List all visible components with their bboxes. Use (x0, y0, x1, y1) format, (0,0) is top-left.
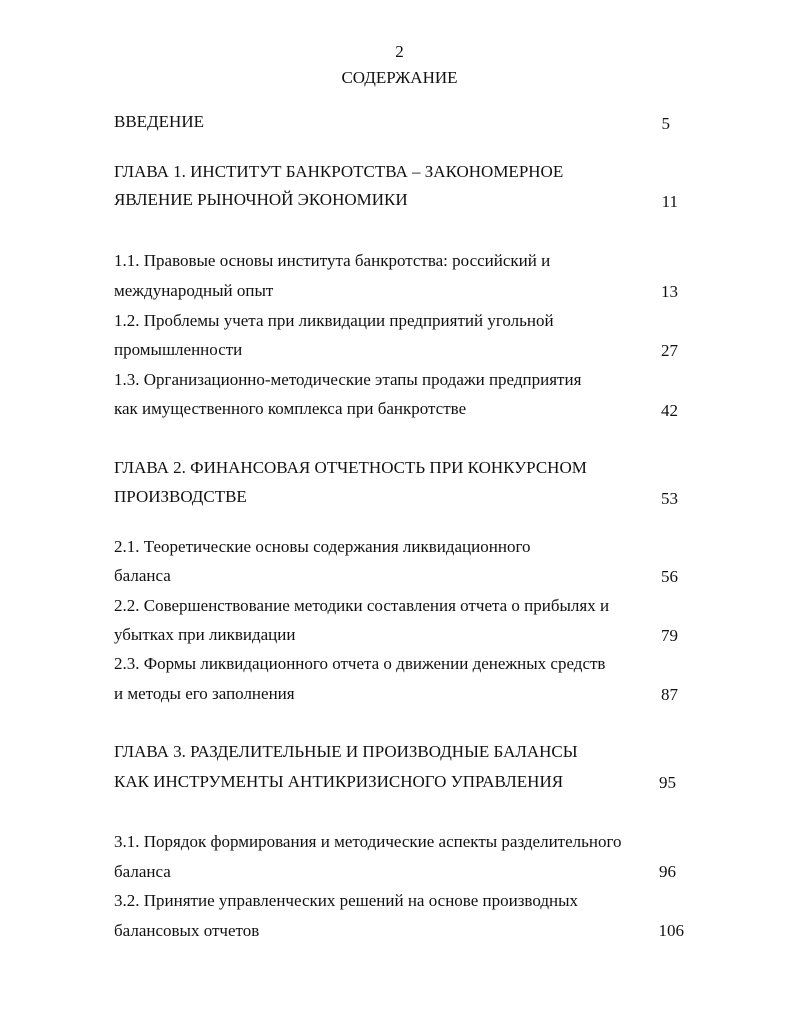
section-1-3-page: 42 (661, 401, 678, 420)
chapter-1-title-line2: ЯВЛЕНИЕ РЫНОЧНОЙ ЭКОНОМИКИ (114, 190, 408, 209)
section-2-3-line1: 2.3. Формы ликвидационного отчета о движении денежных средств (114, 654, 606, 673)
section-2-1-line2: баланса (114, 566, 171, 585)
section-2-2-line2: убытках при ликвидации (114, 625, 296, 644)
chapter-2-page: 53 (661, 489, 678, 508)
section-3-2-line1: 3.2. Принятие управленческих решений на основе производных (114, 891, 579, 910)
section-1-2-page: 27 (661, 341, 678, 360)
section-1-1-line1: 1.1. Правовые основы института банкротства: российский и (114, 251, 551, 270)
section-2-3-page: 87 (661, 685, 678, 704)
section-1-3-line2: как имущественного комплекса при банкротстве (114, 399, 467, 418)
section-1-1-line2: международный опыт (114, 281, 274, 300)
section-3-2-page: 106 (658, 921, 684, 940)
section-2-3-line2: и методы его заполнения (114, 684, 295, 703)
section-2-2-page: 79 (661, 626, 678, 645)
section-1-2-line2: промышленности (114, 340, 243, 359)
section-3-1-page: 96 (659, 862, 676, 881)
section-2-1-page: 56 (661, 567, 678, 586)
chapter-1-page: 11 (661, 192, 678, 211)
chapter-3-title-line2: КАК ИНСТРУМЕНТЫ АНТИКРИЗИСНОГО УПРАВЛЕНИЯ (114, 772, 564, 791)
page-number: 2 (395, 42, 404, 61)
chapter-2-title-line1: ГЛАВА 2. ФИНАНСОВАЯ ОТЧЕТНОСТЬ ПРИ КОНКУРСНОМ (114, 458, 587, 477)
chapter-1-title-line1: ГЛАВА 1. ИНСТИТУТ БАНКРОТСТВА – ЗАКОНОМЕРНОЕ (114, 162, 564, 181)
section-3-1-line2: баланса (114, 862, 171, 881)
chapter-3-title-line1: ГЛАВА 3. РАЗДЕЛИТЕЛЬНЫЕ И ПРОИЗВОДНЫЕ БАЛАНСЫ (114, 742, 578, 761)
chapter-3-page: 95 (659, 773, 676, 792)
section-3-1-line1: 3.1. Порядок формирования и методические аспекты разделительного (114, 832, 622, 851)
section-1-1-page: 13 (661, 282, 678, 301)
toc-intro-page: 5 (661, 114, 670, 133)
section-1-3-line1: 1.3. Организационно-методические этапы продажи предприятия (114, 370, 582, 389)
page-title: СОДЕРЖАНИЕ (341, 68, 458, 87)
section-3-2-line2: балансовых отчетов (114, 921, 260, 940)
section-2-2-line1: 2.2. Совершенствование методики составления отчета о прибылях и (114, 596, 610, 615)
section-2-1-line1: 2.1. Теоретические основы содержания ликвидационного (114, 537, 531, 556)
chapter-2-title-line2: ПРОИЗВОДСТВЕ (114, 487, 247, 506)
toc-intro-label: ВВЕДЕНИЕ (114, 112, 204, 131)
section-1-2-line1: 1.2. Проблемы учета при ликвидации предприятий угольной (114, 311, 554, 330)
